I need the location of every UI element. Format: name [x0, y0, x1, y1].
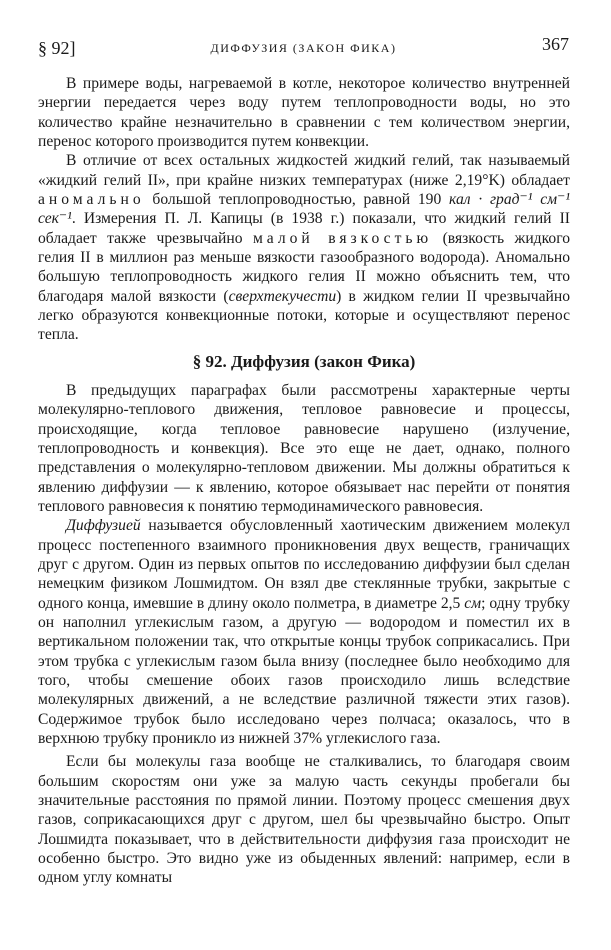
text-span: большой теплопроводностью, равной 190 [144, 191, 450, 209]
unit-italic: кал · град⁻¹ см⁻¹ сек⁻¹ [38, 191, 570, 228]
text-span: ) в жидком гелии II чрезвычайно легко образуются конвекционные потоки, которые и осуществляют перенос тепла. [38, 287, 570, 344]
paragraph-diffusion-definition [38, 516, 570, 748]
section-heading: § 92. Диффузия (закон Фика) [192, 351, 416, 371]
spaced-emphasis: аномально [38, 191, 145, 209]
section-reference: § 92] [38, 38, 76, 58]
text-span: называется обусловленный хаотическим движением молекул процесс постепенного взаимного проникновения двух веществ, граничащих друг с другом. Один из первых опытов по исследованию диффузии был сделан немецким физиком Лошмидтом. Он взял две стеклянные трубки, закрытые с одного конца, имевшие в длину около полметра, в диаметре 2,5 [38, 517, 570, 612]
text-span: ; одну трубку он наполнил углекислым газом, а другую — водородом и поместил их в вертикальном положении так, что открытые концы трубок соприкасались. При этом трубка с углекислым газом была внизу (последнее было необходимо для того, чтобы смешение обоих газов происходило лишь вследствие молекулярных движений, а не вследствие различной тяжести этих газов). Содержимое трубок было исследовано через полчаса; оказалось, что в верхнюю трубку проникло из нижней 37% углекислого газа. [38, 594, 571, 747]
running-head [38, 34, 569, 58]
running-title: ДИФФУЗИЯ (ЗАКОН ФИКА) [210, 41, 397, 55]
paragraph-liquid-helium [38, 151, 570, 344]
paragraph-intro-diffusion: В предыдущих параграфах были рассмотрены характерные черты молекулярно-теплового движения, тепловое равновесие и процессы, происходящие, когда тепловое равновесие нарушено (излучение, теплопроводность и конвекция). Все это еще не дает, однако, полного представления о молекулярно-тепловом движении. Мы должны обратиться к явлению диффузии — к явлению, которое обязывает нас перейти от понятия теплового равновесия к понятию термодинамического равновесия. [38, 381, 570, 515]
page-number: 367 [542, 34, 569, 54]
italic-term: Диффузией [66, 517, 141, 535]
unit-italic: см [464, 594, 482, 612]
body-text [38, 74, 570, 888]
paragraph-water-convection: В примере воды, нагреваемой в котле, некоторое количество внутренней энергии передается через воду путем теплопроводности воды, но это количество крайне незначительно в сравнении с тем количеством энергии, перенос которого производится путем конвекции. [38, 75, 570, 151]
text-span: (вязкость жидкого гелия II в миллион раз меньше вязкости газообразного водорода). Аномально большую теплопроводность жидкого гелия II можно объяснить тем, что благодаря малой вязкости ( [38, 229, 570, 305]
text-span: . Измерения П. Л. Капицы (в 1938 г.) показали, что жидкий гелий II обладает также чрезвычайно [38, 210, 570, 247]
italic-term: сверхтекучести [228, 287, 337, 305]
paragraph-collisions: Если бы молекулы газа вообще не сталкивались, то благодаря своим большим скоростям они уже за малую часть секунды пробегали бы значительные расстояния по прямой линии. Поэтому процесс смешения двух газов, соприкасающихся друг с другом, шел бы чрезвычайно быстро. Опыт Лошмидта показывает, что в действительности диффузия газа происходит не особенно быстро. Это видно уже из обыденных явлений: например, если в одном углу комнаты [38, 753, 570, 887]
spaced-emphasis: малой вязкостью [253, 229, 433, 247]
text-span: В отличие от всех остальных жидкостей жидкий гелий, так называемый «жидкий гелий II», при крайне низких температурах (ниже 2,19°K) обладает [38, 152, 570, 189]
